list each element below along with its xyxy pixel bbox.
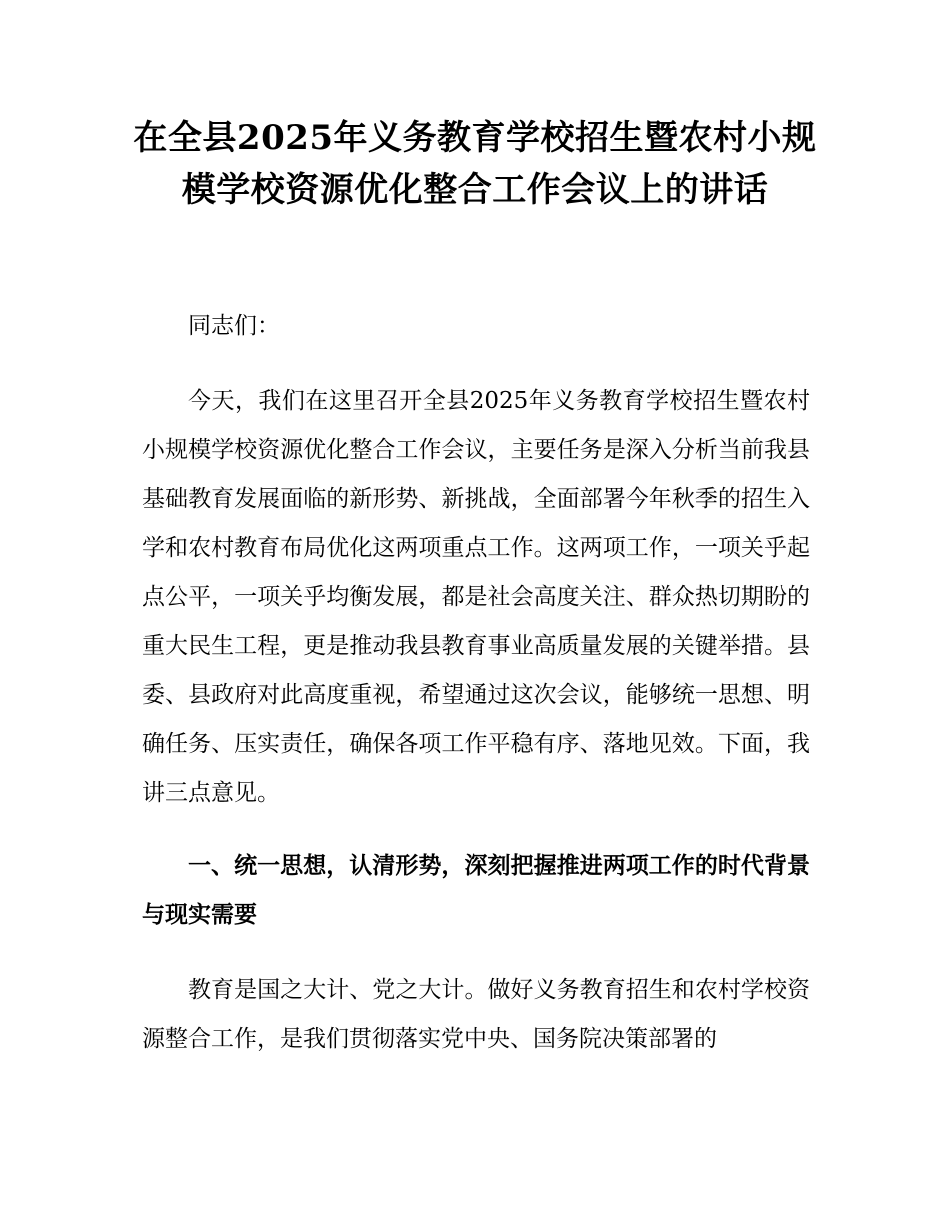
intro-paragraph: 今天，我们在这里召开全县2025年义务教育学校招生暨农村小规模学校资源优化整合工作会议，主要任务是深入分析当前我县基础教育发展面临的新形势、新挑战，全面部署今年秋季的招生入学和农村教育布局优化这两项重点工作。这两项工作，一项关乎起点公平，一项关乎均衡发展，都是社会高度关注、群众热切期盼的重大民生工程，更是推动我县教育事业高质量发展的关键举措。县委、县政府对此高度重视，希望通过这次会议，能够统一思想、明确任务、压实责任，确保各项工作平稳有序、落地见效。下面，我讲三点意见。 bbox=[142, 388, 810, 806]
document-title: 在全县2025年义务教育学校招生暨农村小规模学校资源优化整合工作会议上的讲话 bbox=[133, 118, 817, 210]
section-1-paragraph: 教育是国之大计、党之大计。做好义务教育招生和农村学校资源整合工作，是我们贯彻落实党中央、国务院决策部署的 bbox=[142, 977, 810, 1052]
greeting-line: 同志们： bbox=[188, 313, 280, 339]
document-body bbox=[142, 302, 810, 1064]
section-heading-1: 一、统一思想，认清形势，深刻把握推进两项工作的时代背景与现实需要 bbox=[142, 853, 810, 928]
